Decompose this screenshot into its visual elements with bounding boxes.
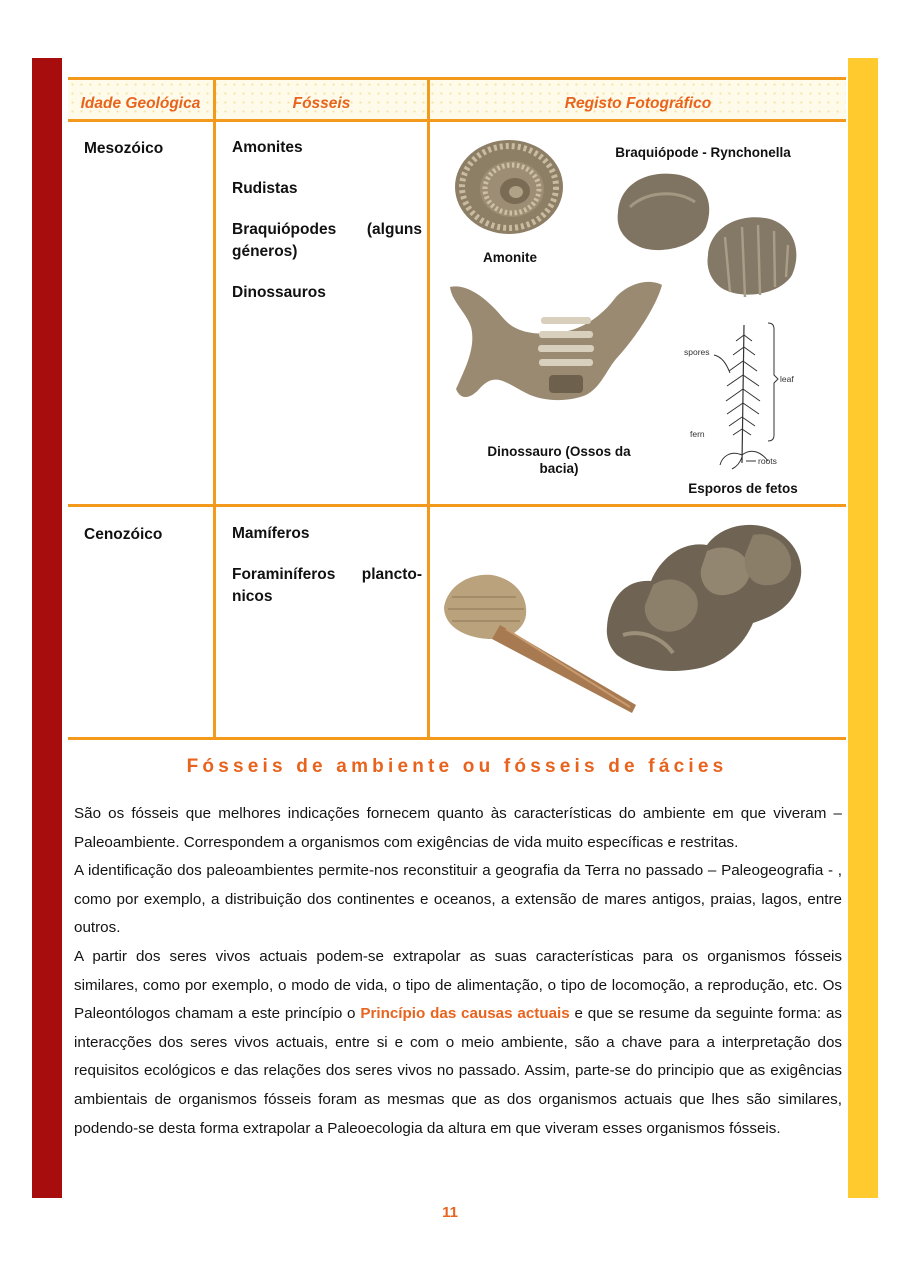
paragraph: São os fósseis que melhores indicações fornecem quanto às características do ambiente em que viveram – Paleoambiente. Correspondem a organismos com exigências de vida muito específicas e restritas.: [74, 805, 842, 851]
fossil-item: Rudistas: [232, 180, 298, 197]
mesozoic-fossil-list: [232, 137, 422, 323]
fossil-item: Foraminíferos plancto-: [232, 566, 422, 583]
caption-ammonite: Amonite: [483, 250, 537, 265]
caption-fern-spores: Esporos de fetos: [688, 481, 798, 496]
table-bottom-rule: [68, 737, 846, 740]
age-mesozoic: Mesozóico: [84, 140, 164, 157]
left-decorative-band: [32, 58, 62, 1198]
table-column-rule-2: [427, 77, 430, 740]
fern-spores-diagram: [680, 315, 806, 470]
fossil-item: Mamíferos: [232, 525, 310, 542]
age-cenozoic: Cenozóico: [84, 526, 163, 543]
right-decorative-band: [848, 58, 878, 1198]
header-photo-record: Registo Fotográfico: [564, 95, 712, 112]
fossil-item: Braquiópodes (alguns géneros): [232, 221, 422, 260]
paragraph: A identificação dos paleoambientes permite-nos reconstituir a geografia da Terra no passado – Paleogeografia - , como por exemplo, a distribuição dos continentes e oceanos, a extensão de mares antigos, praias, lagos, entre outros.: [74, 862, 842, 937]
fern-label-leaf: leaf: [780, 374, 794, 384]
table-column-rule-1: [213, 77, 216, 740]
highlight-principle: Princípio das causas actuais: [360, 1005, 570, 1023]
fern-label-spores: spores: [684, 347, 710, 357]
table-row-rule: [68, 504, 846, 507]
caption-dinosaur: Dinossauro (Ossos da bacia): [487, 444, 631, 476]
header-fossils: Fósseis: [292, 95, 351, 112]
fern-label-fern: fern: [690, 429, 705, 439]
caption-brachiopod: Braquiópode - Rynchonella: [615, 145, 791, 160]
page-number: 11: [442, 1204, 458, 1221]
body-text: [74, 800, 842, 1143]
fossil-item: Dinossauros: [232, 284, 326, 301]
fern-label-roots: roots: [758, 456, 777, 466]
cenozoic-fossil-list: [232, 523, 422, 627]
fossil-item: Amonites: [232, 139, 303, 156]
paragraph-text: A partir dos seres vivos actuais podem-se extrapolar as suas características para os organismos fósseis similares, como por exemplo, o modo de vida, o tipo de alimentação, o tipo de locomoção, a reprodução, etc. Os Paleontólogos chamam a este princípio o: [74, 947, 842, 1023]
paragraph: [74, 943, 842, 1143]
table-top-rule: [68, 77, 846, 80]
ammonite-photo: [452, 137, 567, 237]
fossil-table: [68, 77, 846, 740]
table-header-rule: [68, 119, 846, 122]
section-title: Fósseis de ambiente ou fósseis de fácies: [186, 756, 728, 777]
mammal-teeth-photo: [603, 517, 808, 679]
paragraph-text: e que se resume da seguinte forma: as interacções dos seres vivos actuais, entre si e com o meio ambiente, são a chave para a interpretação dos requisitos ecológicos e das relações dos seres vivos no passado. Assim, parte-se do principio que as exigências ambientais de organismos fósseis foram as mesmas que as dos organismos actuais que lhes são similares, podendo-se desta forma extrapolar a Paleoecologia da altura em que viveram esses organismos fósseis.: [74, 1005, 842, 1137]
header-geological-age: Idade Geológica: [80, 95, 201, 112]
dinosaur-pelvis-photo: [446, 277, 668, 417]
fossil-item: nicos: [232, 588, 273, 605]
